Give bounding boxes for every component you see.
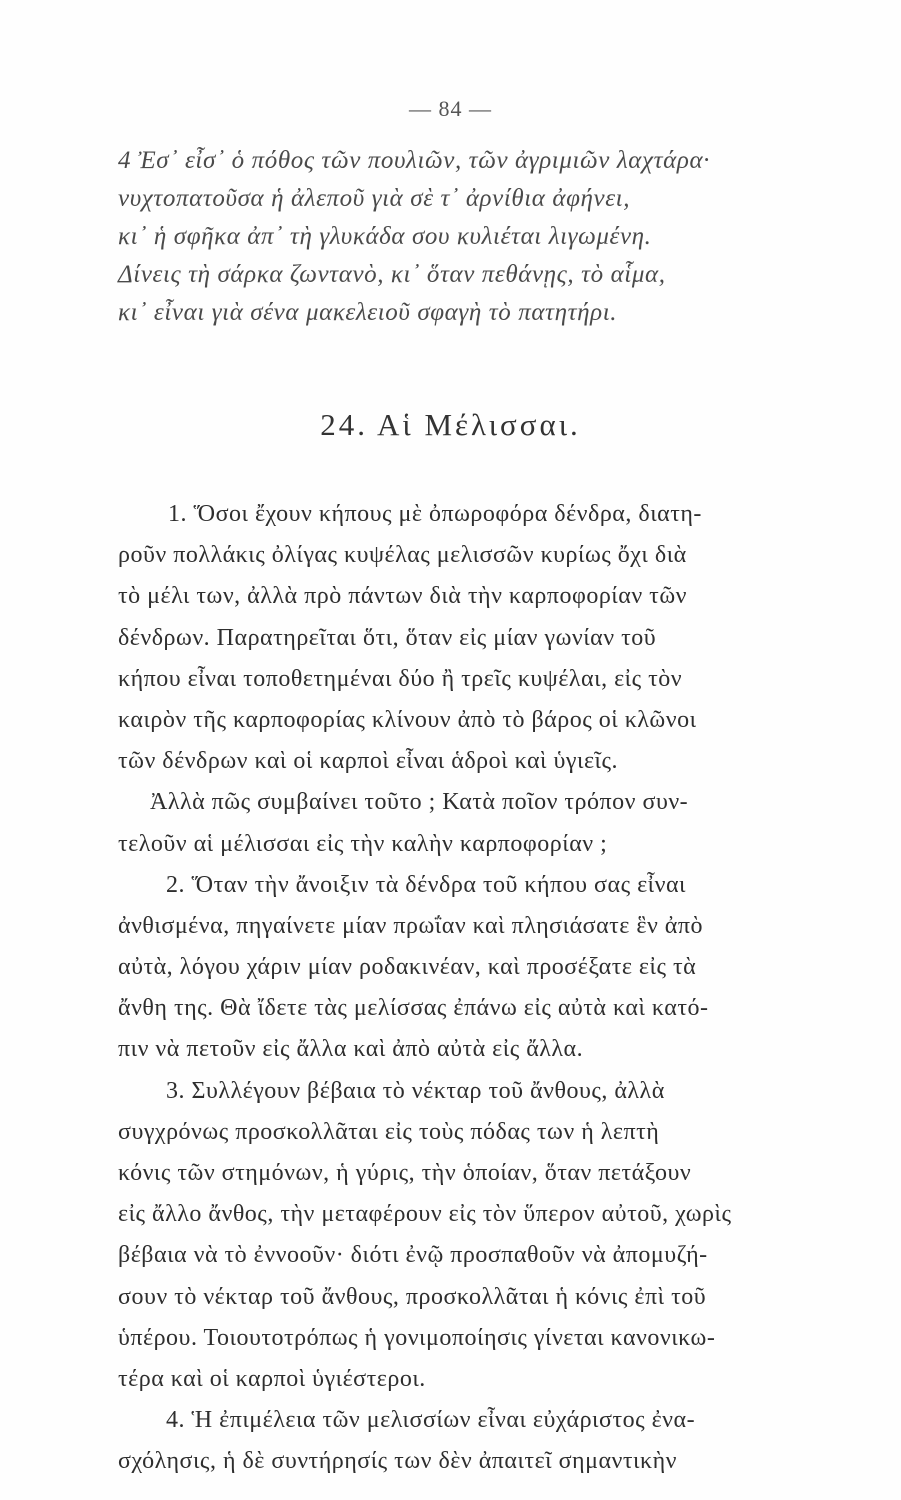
poem-line: νυχτοπατοῦσα ἡ ἀλεποῦ γιὰ σὲ τ᾽ ἀρνίθια ἀφήνει, (118, 185, 631, 212)
body-text (118, 494, 868, 1483)
text-line: πιν νὰ πετοῦν εἰς ἄλλα καὶ ἀπὸ αὐτὰ εἰς ἄλλα. (118, 1036, 584, 1063)
text-line: τὸ μέλι των, ἀλλὰ πρὸ πάντων διὰ τὴν καρποφορίαν τῶν (118, 583, 687, 610)
poem-line: κι᾽ ἡ σφῆκα ἀπ᾽ τὴ γλυκάδα σου κυλιέται λιγωμένη. (118, 223, 652, 250)
poem-line: 4 Ἐσ᾽ εἶσ᾽ ὁ πόθος τῶν πουλιῶν, τῶν ἀγριμιῶν λαχτάρα· (118, 147, 711, 174)
text-line: 2. Ὅταν τὴν ἄνοιξιν τὰ δένδρα τοῦ κήπου σας εἶναι (166, 871, 686, 898)
text-line: αὐτὰ, λόγου χάριν μίαν ροδακινέαν, καὶ προσέξατε εἰς τὰ (118, 954, 697, 981)
text-line: ροῦν πολλάκις ὀλίγας κυψέλας μελισσῶν κυρίως ὄχι διὰ (118, 542, 687, 569)
text-line: κήπου εἶναι τοποθετημέναι δύο ἢ τρεῖς κυψέλαι, εἰς τὸν (118, 665, 683, 692)
text-line: 1. Ὅσοι ἔχουν κήπους μὲ ὀπωροφόρα δένδρα, διατη- (168, 501, 702, 527)
text-line: 3. Συλλέγουν βέβαια τὸ νέκταρ τοῦ ἄνθους, ἀλλὰ (166, 1077, 665, 1104)
text-line: συγχρόνως προσκολλᾶται εἰς τοὺς πόδας των ἡ λεπτὴ (118, 1118, 660, 1145)
text-line: κόνις τῶν στημόνων, ἡ γύρις, τὴν ὁποίαν, ὅταν πετάξουν (118, 1160, 692, 1186)
text-line: τῶν δένδρων καὶ οἱ καρποὶ εἶναι ἁδροὶ καὶ ὑγιεῖς. (118, 748, 618, 775)
poem-line: κι᾽ εἶναι γιὰ σένα μακελειοῦ σφαγὴ τὸ πατητήρι. (118, 299, 618, 326)
text-line: καιρὸν τῆς καρποφορίας κλίνουν ἀπὸ τὸ βάρος οἱ κλῶνοι (118, 706, 697, 733)
text-line: Ἀλλὰ πῶς συμβαίνει τοῦτο ; Κατὰ ποῖον τρόπον συν- (150, 789, 689, 816)
text-line: ἀνθισμένα, πηγαίνετε μίαν πρωΐαν καὶ πλησιάσατε ἓν ἀπὸ (118, 912, 703, 939)
text-line: βέβαια νὰ τὸ ἐννοοῦν· διότι ἐνῷ προσπαθοῦν νὰ ἀπομυζή- (118, 1242, 708, 1269)
text-line: τέρα καὶ οἱ καρποὶ ὑγιέστεροι. (118, 1365, 426, 1392)
text-line: σχόλησις, ἡ δὲ συντήρησίς των δὲν ἀπαιτεῖ σημαντικὴν (118, 1448, 677, 1475)
text-line: ὑπέρου. Τοιουτοτρόπως ἡ γονιμοποίησις γίνεται κανονικω- (118, 1324, 716, 1351)
poem-stanza (118, 142, 818, 332)
text-line: σουν τὸ νέκταρ τοῦ ἄνθους, προσκολλᾶται ἡ κόνις ἐπὶ τοῦ (118, 1283, 707, 1310)
text-line: εἰς ἄλλο ἄνθος, τὴν μεταφέρουν εἰς τὸν ὕπερον αὐτοῦ, χωρὶς (118, 1201, 732, 1228)
text-line: 4. Ἡ ἐπιμέλεια τῶν μελισσίων εἶναι εὐχάριστος ἐνα- (166, 1407, 696, 1434)
section-title: 24. Αἱ Μέλισσαι. (320, 407, 581, 442)
poem-line: Δίνεις τὴ σάρκα ζωντανὸ, κι᾽ ὅταν πεθάνῃς, τὸ αἷμα, (118, 261, 666, 288)
text-line: τελοῦν αἱ μέλισσαι εἰς τὴν καλὴν καρποφορίαν ; (118, 830, 608, 857)
page-number: — 84 — (409, 96, 492, 121)
text-line: δένδρων. Παρατηρεῖται ὅτι, ὅταν εἰς μίαν γωνίαν τοῦ (118, 624, 657, 651)
text-line: ἄνθη της. Θὰ ἴδετε τὰς μελίσσας ἐπάνω εἰς αὐτὰ καὶ κατό- (118, 995, 709, 1022)
